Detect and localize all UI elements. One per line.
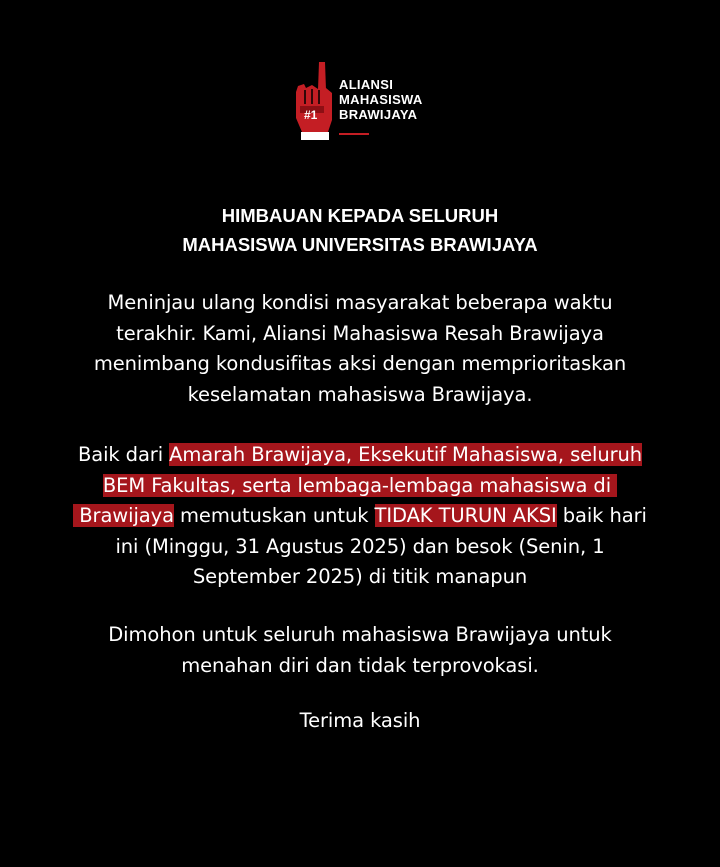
plain-text: Baik dari [77,443,170,466]
raised-fist-icon [292,60,336,144]
logo-underline [339,133,369,135]
paragraph-line: menimbang kondusifitas aksi dengan memprioritaskan [93,352,627,375]
paragraph-line: ini (Minggu, 31 Agustus 2025) dan besok (Senin, 1 [115,534,605,558]
logo-line: ALIANSI [339,77,394,92]
title-line-1: HIMBAUAN KEPADA SELURUH [221,205,499,226]
paragraph-appeal [0,620,720,681]
logo-line: MAHASISWA [339,92,423,107]
highlighted-text: TIDAK TURUN AKSI [374,504,557,527]
paragraph-line: Meninjau ulang kondisi masyarakat beberapa waktu [107,291,613,314]
paragraph-line: menahan diri dan tidak terprovokasi. [181,653,539,677]
plain-text: baik hari [556,504,647,527]
paragraph-decision [0,440,720,593]
paragraph-line: terakhir. Kami, Aliansi Mahasiswa Resah Brawijaya [116,321,604,345]
announcement-title [0,201,720,259]
paragraph-line [0,501,720,532]
closing-line: Terima kasih [299,709,421,732]
logo-wordmark [339,77,423,122]
paragraph-context [0,288,720,410]
highlighted-text: Brawijaya [73,504,174,527]
closing-text [0,706,720,737]
plain-text: memutuskan untuk [173,504,375,527]
paragraph-line [0,471,720,502]
title-line-2: MAHASISWA UNIVERSITAS BRAWIJAYA [182,234,538,255]
paragraph-line [0,440,720,471]
paragraph-line: keselamatan mahasiswa Brawijaya. [187,382,533,406]
paragraph-line: September 2025) di titik manapun [192,565,528,588]
logo-line: BRAWIJAYA [339,107,418,122]
logo-badge: #1 [304,108,318,122]
alliance-logo [292,60,442,144]
highlighted-text: Amarah Brawijaya, Eksekutif Mahasiswa, seluruh [169,443,643,466]
paragraph-line: Dimohon untuk seluruh mahasiswa Brawijaya untuk [108,623,612,646]
highlighted-text: BEM Fakultas, serta lembaga-lembaga mahasiswa di [102,473,618,497]
